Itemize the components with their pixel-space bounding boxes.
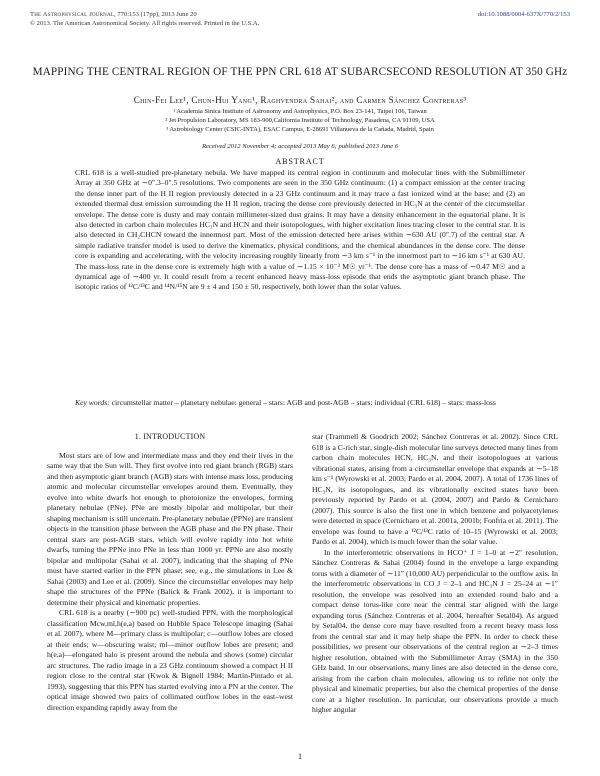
affiliations <box>30 108 570 134</box>
paper-title: MAPPING THE CENTRAL REGION OF THE PPN CRL 618 AT SUBARCSECOND RESOLUTION AT 350 GHz <box>32 66 568 78</box>
copyright-line: © 2013. The American Astronomical Society. All rights reserved. Printed in the U.S.A. <box>30 20 260 27</box>
left-column <box>47 432 293 713</box>
left-paragraph-1: Most stars are of low and intermediate mass and they end their lives in the same way that the Sun will. They first evolve into red giant branch (RGB) stars and then asymptotic giant branch (AGB) stars with intense mass loss, producing atomic and molecular circumstellar envelopes around them. Eventually, they evolve into white dwarfs hot enough to photoionize the envelopes, forming planetary nebulae (PNe). PNe are mostly bipolar and multipolar, but their shaping mechanism is still uncertain. Pre-planetary nebulae (PPNe) are transient objects in the transition phase between the AGB phase and the PN phase. Their central stars are post-AGB stars, which will evolve rapidly into hot white dwarfs, turning the PPNe into PNe in less than 1000 yr. PPNe are also mostly bipolar and multipolar (Sahai et al. 2007), indicating that the shaping of PNe must have started earlier in the PPN phase; see, e.g., the simulations in Lee & Sahai (2003) and Lee et al. (2009). Since the circumstellar envelopes may help shape the structures of the PPNe (Balick & Frank 2002), it is important to determine their physical and kinematic properties. <box>47 450 293 607</box>
running-header-left <box>30 10 259 28</box>
abstract-heading: ABSTRACT <box>275 157 325 166</box>
keywords-list: circumstellar matter – planetary nebulae: general – stars: AGB and post-AGB – stars: individual (CRL 618) – stars: mass-loss <box>109 398 496 407</box>
right-paragraph-2: In the interferometric observations in HCO⁺ J = 1–0 at ∼2″ resolution, Sánchez Contreras & Sahai (2004) found in the envelope a large expanding torus with a diameter of ∼11″ (10,000 AU) perpendicular to the outflow axis. In the interferometric observations in CO J = 2–1 and HC₃N J = 25–24 at ∼1″ resolution, the envelope was resolved into an extended round halo and a compact dense torus-like core near the central star aligned with the large expanding torus (Sánchez Contreras et al. 2004, hereafter Setal04). As argued by Setal04, the dense core may have resulted from a recent heavy mass loss from the central star and it may help shape the PPN. In order to check these possibilities, we present our observations of the central region at ∼2–3 times higher resolution, obtained with the Submillimeter Array (SMA) in the 350 GHz band. In our observations, many lines are also detected in the dense core, arising from the carbon chain molecules, allowing us to refine not only the physical and kinematic properties, but also the chemical properties of the dense core at a higher resolution. In particular, our observations provide a much higher angular <box>312 547 558 714</box>
journal-name: The Astrophysical Journal <box>30 11 115 18</box>
left-paragraph-2: CRL 618 is a nearby (∼900 pc) well-studied PPN, with the morphological classification Mcw,ml,h(e,a) based on Hubble Space Telescope imaging (Sahai et al. 2007), where M—primary class is multipolar; c—outflow lobes are closed at their ends; w—obscuring waist; ml—minor outflow lobes are present; and h(e,a)—elongated halo is present around the nebula and shows (some) circular arc structures. The radio image in a 23 GHz continuum showed a compact H II region close to the central star (Kwok & Bignell 1984; Martín-Pintado et al. 1993), suggesting that this PPN has started evolving into a PN at the center. The optical image showed two pairs of collimated outflow lobes in the east–west direction expanding rapidly away from the <box>47 608 293 712</box>
running-header-right <box>478 10 570 19</box>
citation-details: , 770:153 (17pp), 2013 June 20 <box>114 11 197 18</box>
keywords-label: Key words: <box>75 398 110 407</box>
author-list: Chin-Fei Lee¹, Chun-Hui Yang¹, Raghvendra Sahai², and Carmen Sánchez Contreras³ <box>133 95 467 105</box>
affiliation-3: ³ Astrobiology Center (CSIC-INTA), ESAC Campus, E-28691 Villanueva de la Cañada, Madrid, Spain <box>166 125 434 133</box>
introduction-heading: 1. INTRODUCTION <box>134 432 206 441</box>
right-paragraph-1: star (Trammell & Goodrich 2002; Sánchez Contreras et al. 2002). Since CRL 618 is a C-rich star, single-dish molecular line surveys detected many lines from carbon chain molecules HCN, HC₃N, and their isotopologues at various vibrational states, arising from a circumstellar envelope that expands at ∼5–18 km s⁻¹ (Wyrowski et al. 2003; Pardo et al. 2004, 2007). A total of 1736 lines of HC₃N, its isotopologues, and its vibrationally excited states have been previously reported by Pardo et al. (2004, 2007) and Pardo & Cernicharo (2007). This source is also the first one in which benzene and polyacetylenes were detected in space (Cernicharo et al. 2001a, 2001b; Fonfría et al. 2011). The envelope was found to have a ¹²C/¹³C ratio of 10–15 (Wyrowski et al. 2003; Pardo et al. 2004), which is much lower than the solar value. <box>312 432 558 546</box>
affiliation-1: ¹ Academia Sinica Institute of Astronomy and Astrophysics, P.O. Box 23-141, Taipei 106, Taiwan <box>173 108 427 115</box>
doi-link[interactable]: doi:10.1088/0004-637X/770/2/153 <box>477 11 570 18</box>
keywords <box>75 398 525 408</box>
journal-citation <box>30 10 259 19</box>
publication-dates: Received 2012 November 4; accepted 2013 May 6; published 2013 June 6 <box>201 143 399 150</box>
affiliation-2: ² Jet Propulsion Laboratory, MS 183-900,California Institute of Technology, Pasadena, CA 91109, USA <box>165 116 435 124</box>
page-number: 1 <box>298 752 302 761</box>
abstract-text: CRL 618 is a well-studied pre-planetary nebula. We have mapped its central region in continuum and molecular lines with the Submillimeter Array at 350 GHz at ∼0″.3–0″.5 resolutions. Two components are seen in the 350 GHz continuum: (1) a compact emission at the center tracing the dense inner part of the H II region previously detected in a 23 GHz continuum and it may trace a fast ionized wind at the base; and (2) an extended thermal dust emission surrounding the H II region, tracing the dense core previously detected in HC₃N at the center of the circumstellar envelope. The dense core is dusty and may contain millimeter-sized dust grains. It may have a density enhancement in the equatorial plane. It is also detected in carbon chain molecules HC₃N and HCN and their isotopologues, with higher excitation lines tracing closer to the central star. It is also detected in CH₂CHCN toward the innermost part. Most of the emission detected here arises within ∼630 AU (0″.7) of the central star. A simple radiative transfer model is used to derive the kinematics, physical conditions, and the chemical abundances in the dense core. The dense core is expanding and accelerating, with the velocity increasing roughly linearly from ∼3 km s⁻¹ in the innermost part to ∼16 km s⁻¹ at 630 AU. The mass-loss rate in the dense core is extremely high with a value of ∼1.15 × 10⁻³ M☉ yr⁻¹. The dense core has a mass of ∼0.47 M☉ and a dynamical age of ∼400 yr. It could result from a recent enhanced heavy mass-loss episode that ends the asymptotic giant branch phase. The isotopic ratios of ¹²C/¹³C and ¹⁴N/¹⁵N are 9 ± 4 and 150 ± 50, respectively, both lower than the solar values. <box>75 168 525 292</box>
right-column <box>312 432 558 716</box>
